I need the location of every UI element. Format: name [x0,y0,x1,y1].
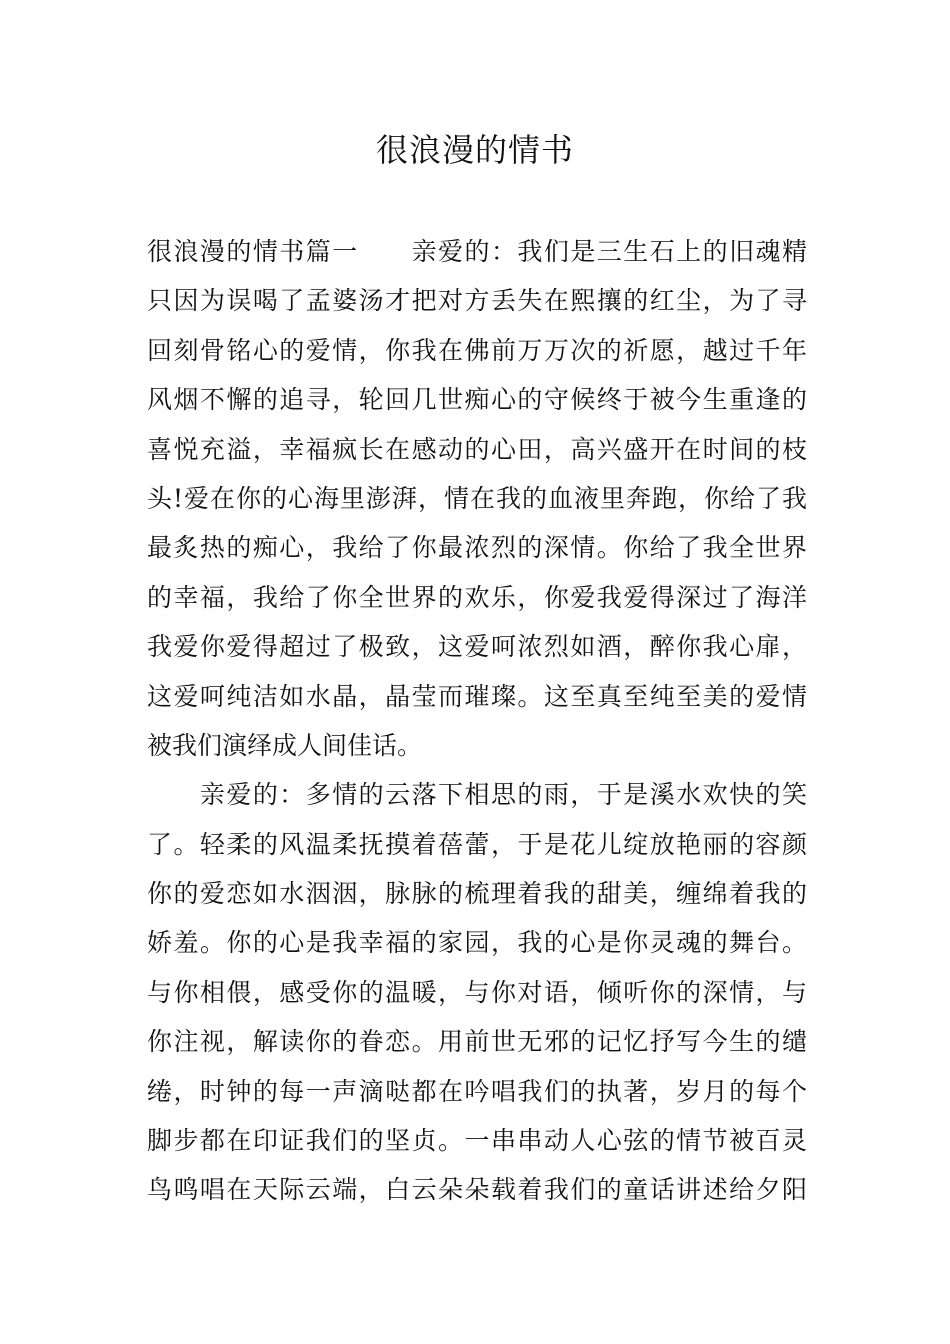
text-line: 了。轻柔的风温柔抚摸着蓓蕾，于是花儿绽放艳丽的容颜 [147,829,807,859]
text-line: 喜悦充溢，幸福疯长在感动的心田，高兴盛开在时间的枝 [147,434,807,464]
text-line: 头!爱在你的心海里澎湃，情在我的血液里奔跑，你给了我 [147,483,807,513]
text-line: 只因为误喝了孟婆汤才把对方丢失在熙攘的红尘，为了寻 [147,286,807,316]
text-line: 很浪漫的情书篇一 亲爱的：我们是三生石上的旧魂精 [147,237,807,266]
text-line: 绻，时钟的每一声滴哒都在吟唱我们的执著，岁月的每个 [147,1076,807,1106]
document-title: 很浪漫的情书 [375,131,574,169]
text-line: 的幸福，我给了你全世界的欢乐，你爱我爱得深过了海洋 [147,582,807,612]
text-line: 被我们演绎成人间佳话。 [147,730,423,760]
text-line: 脚步都在印证我们的坚贞。一串串动人心弦的情节被百灵 [147,1126,807,1156]
document-body [147,227,807,1215]
text-line: 最炙热的痴心，我给了你最浓烈的深情。你给了我全世界 [147,533,807,563]
text-line: 风烟不懈的追寻，轮回几世痴心的守候终于被今生重逢的 [147,385,807,415]
text-line: 娇羞。你的心是我幸福的家园，我的心是你灵魂的舞台。 [147,928,807,958]
text-line: 回刻骨铭心的爱情，你我在佛前万万次的祈愿，越过千年 [147,335,807,365]
text-line: 你的爱恋如水洇洇，脉脉的梳理着我的甜美，缠绵着我的 [147,879,807,909]
text-line: 鸟鸣唱在天际云端，白云朵朵载着我们的童话讲述给夕阳 [147,1175,807,1205]
text-line: 亲爱的：多情的云落下相思的雨，于是溪水欢快的笑 [147,780,807,810]
text-line: 与你相偎，感受你的温暖，与你对语，倾听你的深情，与 [147,977,807,1007]
text-line: 这爱呵纯洁如水晶，晶莹而璀璨。这至真至纯至美的爱情 [147,681,807,711]
text-line: 你注视，解读你的眷恋。用前世无邪的记忆抒写今生的缱 [147,1027,807,1057]
text-line: 我爱你爱得超过了极致，这爱呵浓烈如酒，醉你我心扉， [147,632,807,662]
